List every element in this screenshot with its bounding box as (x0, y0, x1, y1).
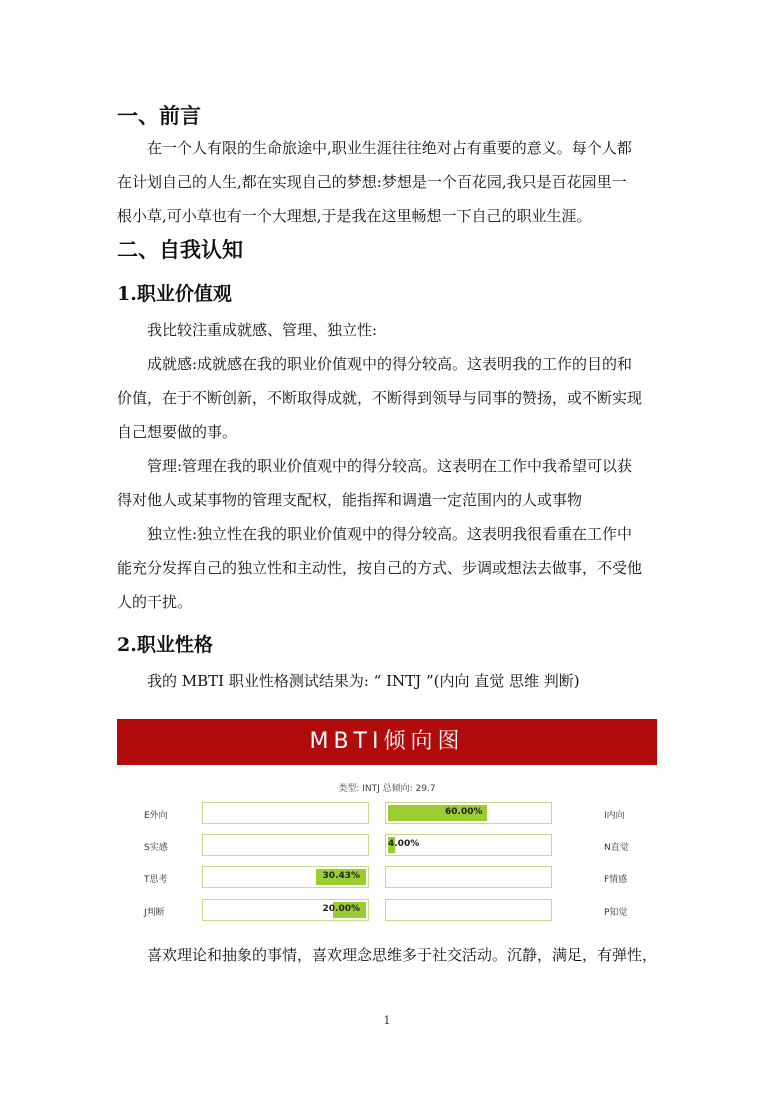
after-chart-paragraph: 喜欢理论和抽象的事情，喜欢理念思维多于社交活动。沉静，满足，有弹性， (147, 946, 658, 964)
mbti-right-box (385, 802, 552, 824)
mbti-left-box (202, 802, 369, 824)
values-heading: 1.职业价值观 (117, 283, 232, 305)
mbti-right-box (385, 834, 552, 856)
mbti-right-label: N直觉 (604, 843, 629, 853)
mbti-value-label: 60.00% (445, 807, 483, 817)
preface-line: 在计划自己的人生,都在实现自己的梦想:梦想是一个百花园,我只是百花园里一 (117, 173, 627, 191)
mbti-result: 我的 MBTI 职业性格测试结果为: “ INTJ ”(内向 直觉 思维 判断) (147, 672, 580, 690)
mbti-right-box (385, 899, 552, 921)
management-paragraph: 管理:管理在我的职业价值观中的得分较高。这表明在工作中我希望可以获 得对他人或某事物的管理支配权，能指挥和调遣一定范围内的人或事物 (117, 457, 633, 509)
mbti-value-label: 30.43% (322, 871, 360, 881)
mbti-left-label: E外向 (144, 811, 168, 821)
mbti-left-box (202, 866, 369, 888)
page-number: 1 (383, 1014, 391, 1027)
self-heading: 二、自我认知 (117, 237, 243, 262)
mbti-row (117, 899, 657, 921)
personality-heading: 2.职业性格 (117, 634, 213, 656)
mbti-right-label: F情感 (604, 875, 628, 885)
mbti-summary: 类型: INTJ 总倾向: 29.7 (338, 784, 436, 794)
achievement-paragraph: 成就感:成就感在我的职业价值观中的得分较高。这表明我的工作的目的和 价值，在于不断创新，不断取得成就，不断得到领导与同事的赞扬，或不断实现 自己想要做的事。 (117, 355, 643, 441)
preface-line: 根小草,可小草也有一个大理想,于是我在这里畅想一下自己的职业生涯。 (117, 207, 592, 225)
independence-paragraph: 独立性:独立性在我的职业价值观中的得分较高。这表明我很看重在工作中 能充分发挥自己的独立性和主动性，按自己的方式、步调或想法去做事，不受他 人的干扰。 (117, 525, 643, 611)
mbti-left-label: J判断 (144, 908, 165, 918)
mbti-right-label: I内向 (604, 811, 625, 821)
mbti-row (117, 834, 657, 856)
values-intro: 我比较注重成就感、管理、独立性: (147, 321, 378, 339)
mbti-left-label: T思考 (144, 875, 168, 885)
mbti-value-label: 4.00% (388, 839, 420, 849)
preface-line: 在一个人有限的生命旅途中,职业生涯往往绝对占有重要的意义。每个人都 (147, 139, 632, 157)
mbti-row (117, 866, 657, 888)
preface-paragraph (117, 131, 662, 233)
mbti-row (117, 802, 657, 824)
mbti-left-box (202, 834, 369, 856)
mbti-left-label: S实感 (144, 843, 168, 853)
mbti-right-box (385, 866, 552, 888)
mbti-right-label: P知觉 (604, 908, 628, 918)
mbti-chart-title: MBTI倾向图 (117, 719, 657, 765)
mbti-left-box (202, 899, 369, 921)
mbti-value-label: 20.00% (322, 904, 360, 914)
preface-heading: 一、前言 (117, 103, 201, 128)
